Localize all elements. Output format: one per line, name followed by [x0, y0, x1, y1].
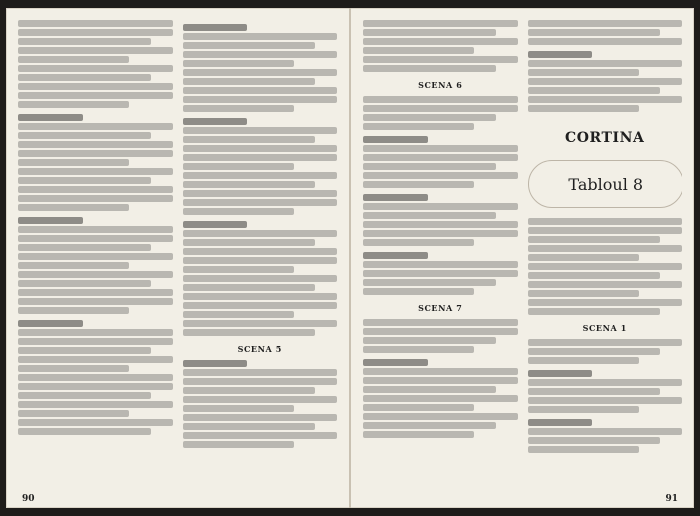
text-line: [363, 163, 496, 170]
text-line: [528, 348, 661, 355]
text-line: [183, 199, 338, 206]
text-line: [363, 413, 518, 420]
text-line: [363, 65, 496, 72]
text-line: [363, 319, 518, 326]
text-line: [18, 356, 173, 363]
text-line: [183, 405, 294, 412]
text-line: [183, 432, 338, 439]
text-line: [183, 51, 338, 58]
text-line: [18, 374, 173, 381]
text-line: [183, 396, 338, 403]
text-line: [363, 145, 518, 152]
speaker-line: [18, 114, 83, 121]
text-line: [363, 386, 496, 393]
speaker-line: [528, 370, 593, 377]
text-line: [18, 298, 173, 305]
text-line: [528, 20, 683, 27]
text-line: [528, 290, 639, 297]
page-number: 91: [665, 494, 678, 504]
speaker-line: [363, 252, 428, 259]
speaker-line: [183, 221, 248, 228]
text-line: [18, 329, 173, 336]
text-line: [363, 212, 496, 219]
text-line: [183, 42, 316, 49]
text-line: [528, 236, 661, 243]
text-line: [363, 221, 518, 228]
text-line: [18, 280, 151, 287]
speaker-line: [528, 419, 593, 426]
left-page: [6, 8, 350, 508]
text-line: [183, 302, 338, 309]
text-line: [528, 339, 683, 346]
text-line: [18, 186, 173, 193]
text-line: [183, 320, 338, 327]
right-col-2: [528, 18, 683, 473]
text-line: [363, 337, 496, 344]
text-line: [528, 254, 639, 261]
text-line: [363, 239, 474, 246]
scene-heading: SCENA 6: [418, 80, 463, 90]
text-line: [528, 272, 661, 279]
text-line: [528, 96, 683, 103]
text-line: [363, 288, 474, 295]
text-line: [18, 123, 173, 130]
text-line: [363, 181, 474, 188]
text-line: [528, 281, 683, 288]
text-line: [18, 289, 173, 296]
text-line: [528, 379, 683, 386]
speaker-line: [363, 136, 428, 143]
text-line: [18, 347, 151, 354]
text-line: [363, 431, 474, 438]
text-line: [183, 78, 316, 85]
speaker-line: [363, 359, 428, 366]
text-line: [528, 87, 661, 94]
speaker-line: [183, 24, 248, 31]
text-line: [363, 154, 518, 161]
speaker-line: [528, 51, 593, 58]
text-line: [363, 47, 474, 54]
text-line: [18, 101, 129, 108]
text-line: [18, 177, 151, 184]
text-line: [183, 96, 338, 103]
text-line: [528, 227, 683, 234]
right-col-1: [363, 18, 518, 473]
text-line: [363, 172, 518, 179]
text-line: [363, 270, 518, 277]
text-line: [528, 245, 683, 252]
right-page: [350, 8, 694, 508]
text-line: [183, 69, 338, 76]
text-line: [528, 397, 683, 404]
text-line: [18, 271, 173, 278]
text-line: [183, 163, 294, 170]
text-line: [528, 357, 639, 364]
text-line: [363, 422, 496, 429]
speaker-line: [18, 217, 83, 224]
text-line: [528, 263, 683, 270]
text-line: [183, 311, 294, 318]
text-line: [528, 69, 639, 76]
text-line: [363, 279, 496, 286]
text-line: [18, 235, 173, 242]
text-line: [18, 141, 173, 148]
text-line: [183, 136, 316, 143]
text-line: [183, 172, 338, 179]
text-line: [528, 446, 639, 453]
text-line: [18, 383, 173, 390]
text-line: [363, 96, 518, 103]
text-line: [18, 29, 173, 36]
text-line: [363, 404, 474, 411]
page-number: 90: [22, 494, 35, 504]
text-line: [528, 105, 639, 112]
scene-heading: SCENA 7: [418, 303, 463, 313]
speaker-line: [183, 118, 248, 125]
left-page-columns: [18, 18, 337, 473]
text-line: [183, 145, 338, 152]
left-col-2: [183, 18, 338, 473]
text-line: [183, 154, 338, 161]
text-line: [183, 441, 294, 448]
speaker-line: [183, 360, 248, 367]
text-line: [363, 368, 518, 375]
text-line: [183, 257, 338, 264]
text-line: [363, 123, 474, 130]
right-page-columns: [363, 18, 682, 473]
cortina-heading: CORTINA: [564, 130, 645, 146]
text-line: [18, 338, 173, 345]
text-line: [363, 346, 474, 353]
text-line: [363, 230, 518, 237]
text-line: [18, 132, 151, 139]
text-line: [18, 159, 129, 166]
text-line: [183, 105, 294, 112]
text-line: [528, 38, 683, 45]
text-line: [528, 78, 683, 85]
text-line: [18, 253, 173, 260]
text-line: [363, 29, 496, 36]
text-line: [363, 56, 518, 63]
text-line: [18, 226, 173, 233]
text-line: [183, 230, 338, 237]
text-line: [363, 105, 518, 112]
text-line: [183, 414, 338, 421]
text-line: [183, 190, 338, 197]
speaker-line: [363, 194, 428, 201]
text-line: [183, 239, 316, 246]
text-line: [183, 33, 338, 40]
text-line: [18, 401, 173, 408]
text-line: [363, 261, 518, 268]
text-line: [183, 293, 338, 300]
text-line: [18, 20, 173, 27]
scene-heading: SCENA 1: [582, 323, 627, 333]
text-line: [363, 203, 518, 210]
text-line: [183, 127, 338, 134]
text-line: [183, 387, 316, 394]
text-line: [18, 365, 129, 372]
text-line: [528, 60, 683, 67]
text-line: [528, 406, 639, 413]
text-line: [18, 38, 151, 45]
text-line: [183, 208, 294, 215]
text-line: [18, 392, 151, 399]
text-line: [363, 328, 518, 335]
text-line: [18, 74, 151, 81]
text-line: [183, 423, 316, 430]
text-line: [18, 410, 129, 417]
text-line: [183, 284, 316, 291]
text-line: [528, 218, 683, 225]
speaker-line: [18, 320, 83, 327]
text-line: [18, 195, 173, 202]
text-line: [18, 262, 129, 269]
text-line: [183, 378, 338, 385]
text-line: [18, 244, 151, 251]
text-line: [363, 377, 518, 384]
text-line: [528, 428, 683, 435]
text-line: [363, 20, 518, 27]
text-line: [528, 388, 661, 395]
text-line: [18, 428, 151, 435]
text-line: [18, 204, 129, 211]
text-line: [18, 47, 173, 54]
text-line: [18, 419, 173, 426]
text-line: [18, 83, 173, 90]
text-line: [18, 92, 173, 99]
text-line: [18, 150, 173, 157]
text-line: [18, 168, 173, 175]
text-line: [183, 60, 294, 67]
text-line: [183, 275, 338, 282]
book-spread: [6, 8, 694, 508]
text-line: [528, 299, 683, 306]
tabloul-heading: [528, 160, 683, 208]
text-line: [183, 87, 338, 94]
tabloul-label: Tabloul 8: [568, 174, 644, 194]
text-line: [183, 248, 338, 255]
text-line: [18, 307, 129, 314]
text-line: [363, 114, 496, 121]
text-line: [18, 65, 173, 72]
text-line: [363, 38, 518, 45]
text-line: [528, 29, 661, 36]
text-line: [528, 308, 661, 315]
text-line: [363, 395, 518, 402]
text-line: [183, 181, 316, 188]
text-line: [183, 266, 294, 273]
text-line: [183, 369, 338, 376]
left-col-1: [18, 18, 173, 473]
text-line: [18, 56, 129, 63]
text-line: [528, 437, 661, 444]
text-line: [183, 329, 316, 336]
scene-heading: SCENA 5: [237, 344, 282, 354]
